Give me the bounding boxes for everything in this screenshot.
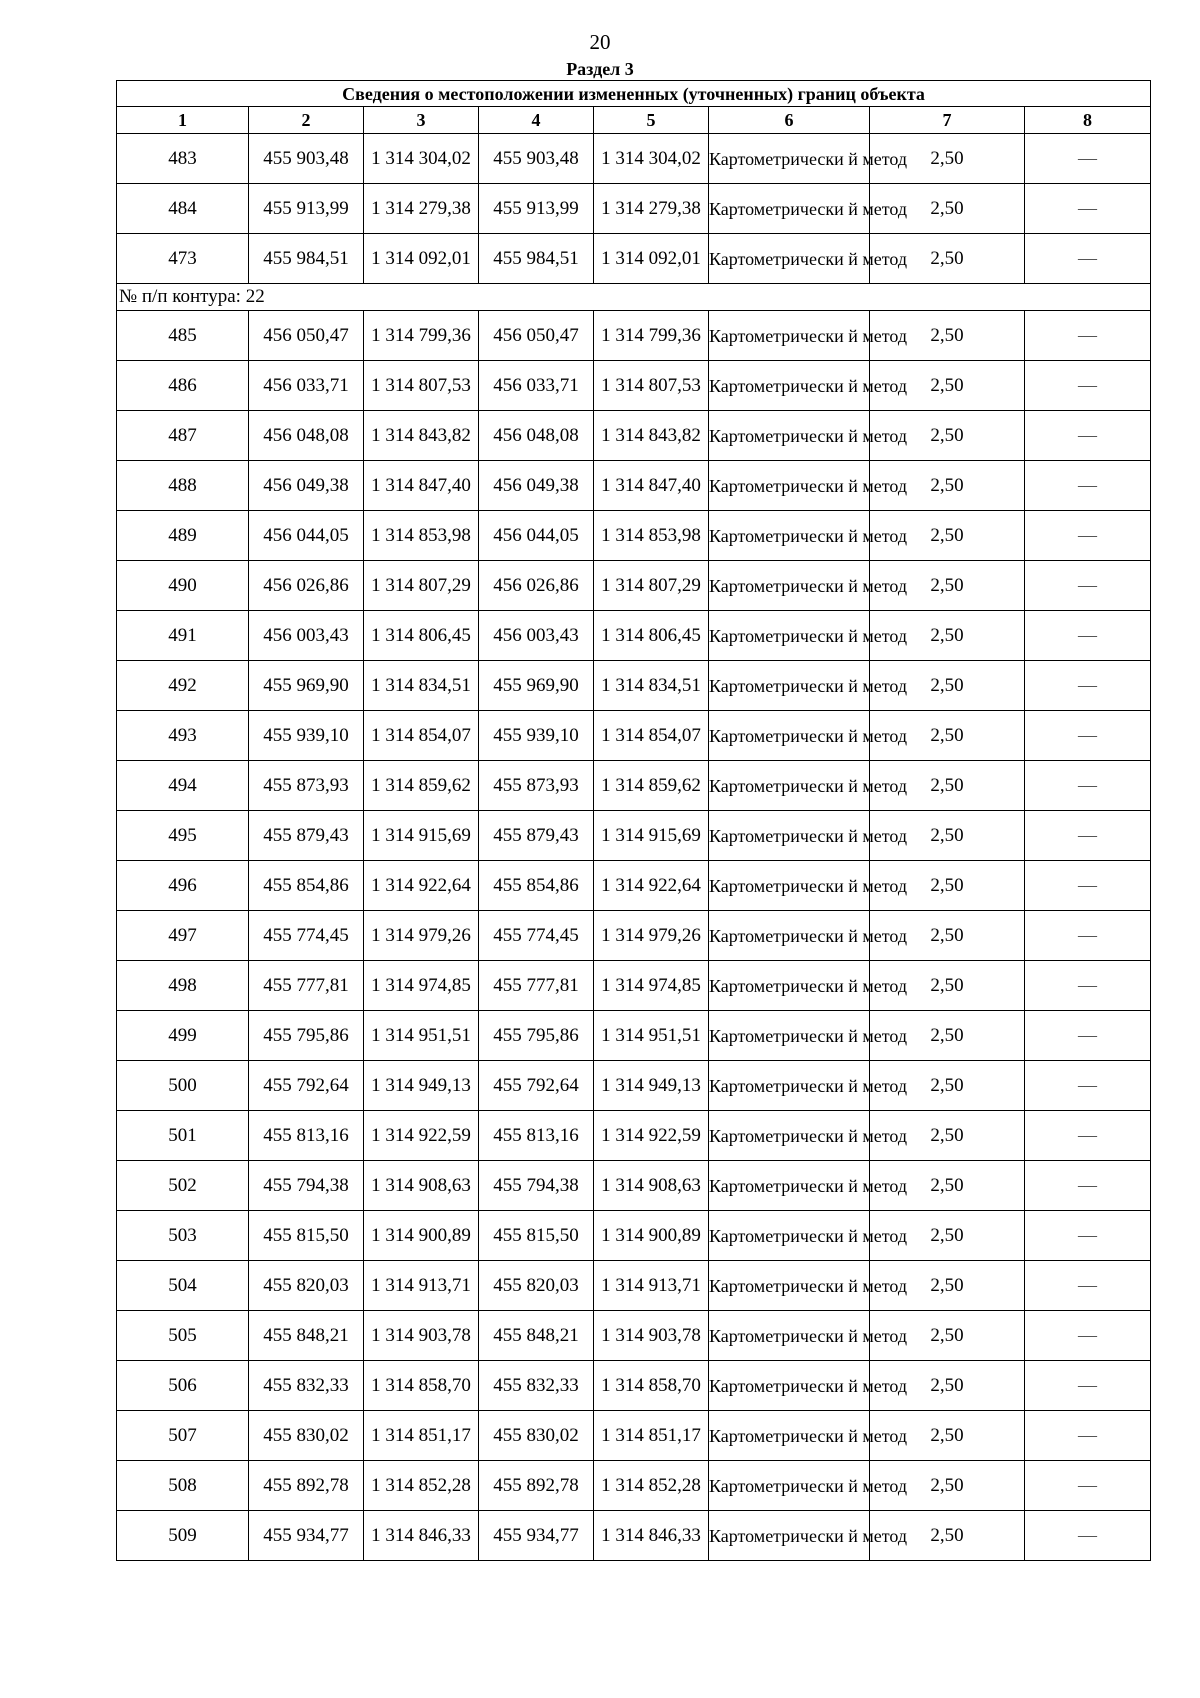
accuracy-cell: 2,50	[870, 234, 1025, 284]
x-old-cell: 456 044,05	[249, 511, 364, 561]
x-new-cell: 455 832,33	[479, 1361, 594, 1411]
description-cell: —	[1025, 411, 1151, 461]
x-old-cell: 455 777,81	[249, 961, 364, 1011]
y-new-cell: 1 314 922,59	[594, 1111, 709, 1161]
table-row	[117, 961, 1151, 1011]
accuracy-cell: 2,50	[870, 184, 1025, 234]
y-old-cell: 1 314 922,64	[364, 861, 479, 911]
x-new-cell: 455 795,86	[479, 1011, 594, 1061]
x-new-cell: 455 934,77	[479, 1511, 594, 1561]
description-cell: —	[1025, 1061, 1151, 1111]
y-new-cell: 1 314 834,51	[594, 661, 709, 711]
x-old-cell: 456 033,71	[249, 361, 364, 411]
x-old-cell: 455 832,33	[249, 1361, 364, 1411]
y-old-cell: 1 314 279,38	[364, 184, 479, 234]
method-cell: Картометрически й метод	[709, 611, 870, 661]
x-old-cell: 456 003,43	[249, 611, 364, 661]
y-new-cell: 1 314 843,82	[594, 411, 709, 461]
y-new-cell: 1 314 807,53	[594, 361, 709, 411]
accuracy-cell: 2,50	[870, 1011, 1025, 1061]
point-number-cell: 483	[117, 134, 249, 184]
y-old-cell: 1 314 847,40	[364, 461, 479, 511]
y-new-cell: 1 314 279,38	[594, 184, 709, 234]
method-cell: Картометрически й метод	[709, 561, 870, 611]
x-new-cell: 455 969,90	[479, 661, 594, 711]
point-number-cell: 489	[117, 511, 249, 561]
x-old-cell: 455 794,38	[249, 1161, 364, 1211]
method-cell: Картометрически й метод	[709, 961, 870, 1011]
method-cell: Картометрически й метод	[709, 1361, 870, 1411]
point-number-cell: 508	[117, 1461, 249, 1511]
table-body	[117, 134, 1151, 1561]
x-new-cell: 455 815,50	[479, 1211, 594, 1261]
x-old-cell: 455 934,77	[249, 1511, 364, 1561]
table-row	[117, 184, 1151, 234]
method-cell: Картометрически й метод	[709, 1411, 870, 1461]
method-cell: Картометрически й метод	[709, 1211, 870, 1261]
table-row	[117, 1211, 1151, 1261]
method-cell: Картометрически й метод	[709, 311, 870, 361]
table-row	[117, 234, 1151, 284]
column-number: 4	[479, 107, 594, 134]
description-cell: —	[1025, 1161, 1151, 1211]
method-cell: Картометрически й метод	[709, 1161, 870, 1211]
method-cell: Картометрически й метод	[709, 184, 870, 234]
method-cell: Картометрически й метод	[709, 811, 870, 861]
x-new-cell: 455 939,10	[479, 711, 594, 761]
table-row	[117, 361, 1151, 411]
point-number-cell: 506	[117, 1361, 249, 1411]
description-cell: —	[1025, 1211, 1151, 1261]
x-old-cell: 455 813,16	[249, 1111, 364, 1161]
description-cell: —	[1025, 611, 1151, 661]
y-new-cell: 1 314 908,63	[594, 1161, 709, 1211]
y-old-cell: 1 314 979,26	[364, 911, 479, 961]
description-cell: —	[1025, 1411, 1151, 1461]
column-number: 6	[709, 107, 870, 134]
accuracy-cell: 2,50	[870, 1111, 1025, 1161]
description-cell: —	[1025, 511, 1151, 561]
table-row	[117, 1361, 1151, 1411]
description-cell: —	[1025, 911, 1151, 961]
y-old-cell: 1 314 843,82	[364, 411, 479, 461]
y-old-cell: 1 314 092,01	[364, 234, 479, 284]
y-old-cell: 1 314 851,17	[364, 1411, 479, 1461]
accuracy-cell: 2,50	[870, 1311, 1025, 1361]
accuracy-cell: 2,50	[870, 561, 1025, 611]
y-new-cell: 1 314 806,45	[594, 611, 709, 661]
x-new-cell: 455 777,81	[479, 961, 594, 1011]
table-row	[117, 1061, 1151, 1111]
accuracy-cell: 2,50	[870, 1361, 1025, 1411]
description-cell: —	[1025, 561, 1151, 611]
x-old-cell: 455 848,21	[249, 1311, 364, 1361]
x-new-cell: 455 820,03	[479, 1261, 594, 1311]
description-cell: —	[1025, 1511, 1151, 1561]
column-number: 5	[594, 107, 709, 134]
table-row	[117, 1011, 1151, 1061]
point-number-cell: 509	[117, 1511, 249, 1561]
description-cell: —	[1025, 134, 1151, 184]
x-new-cell: 456 026,86	[479, 561, 594, 611]
x-old-cell: 455 892,78	[249, 1461, 364, 1511]
accuracy-cell: 2,50	[870, 861, 1025, 911]
method-cell: Картометрически й метод	[709, 1111, 870, 1161]
description-cell: —	[1025, 961, 1151, 1011]
y-old-cell: 1 314 913,71	[364, 1261, 479, 1311]
point-number-cell: 486	[117, 361, 249, 411]
point-number-cell: 504	[117, 1261, 249, 1311]
accuracy-cell: 2,50	[870, 611, 1025, 661]
accuracy-cell: 2,50	[870, 761, 1025, 811]
table-row	[117, 411, 1151, 461]
x-new-cell: 456 003,43	[479, 611, 594, 661]
method-cell: Картометрически й метод	[709, 1261, 870, 1311]
accuracy-cell: 2,50	[870, 1061, 1025, 1111]
y-new-cell: 1 314 900,89	[594, 1211, 709, 1261]
accuracy-cell: 2,50	[870, 1161, 1025, 1211]
x-new-cell: 455 848,21	[479, 1311, 594, 1361]
x-new-cell: 456 044,05	[479, 511, 594, 561]
table-row	[117, 1261, 1151, 1311]
description-cell: —	[1025, 1461, 1151, 1511]
accuracy-cell: 2,50	[870, 461, 1025, 511]
y-old-cell: 1 314 974,85	[364, 961, 479, 1011]
x-new-cell: 455 913,99	[479, 184, 594, 234]
y-old-cell: 1 314 903,78	[364, 1311, 479, 1361]
method-cell: Картометрически й метод	[709, 134, 870, 184]
table-row	[117, 1511, 1151, 1561]
column-number: 2	[249, 107, 364, 134]
accuracy-cell: 2,50	[870, 311, 1025, 361]
y-new-cell: 1 314 847,40	[594, 461, 709, 511]
x-new-cell: 456 049,38	[479, 461, 594, 511]
accuracy-cell: 2,50	[870, 1211, 1025, 1261]
accuracy-cell: 2,50	[870, 1411, 1025, 1461]
y-old-cell: 1 314 852,28	[364, 1461, 479, 1511]
x-new-cell: 456 050,47	[479, 311, 594, 361]
x-new-cell: 455 984,51	[479, 234, 594, 284]
point-number-cell: 507	[117, 1411, 249, 1461]
table-row	[117, 761, 1151, 811]
y-old-cell: 1 314 949,13	[364, 1061, 479, 1111]
accuracy-cell: 2,50	[870, 711, 1025, 761]
description-cell: —	[1025, 1111, 1151, 1161]
accuracy-cell: 2,50	[870, 411, 1025, 461]
point-number-cell: 496	[117, 861, 249, 911]
y-old-cell: 1 314 807,29	[364, 561, 479, 611]
accuracy-cell: 2,50	[870, 961, 1025, 1011]
method-cell: Картометрически й метод	[709, 661, 870, 711]
accuracy-cell: 2,50	[870, 811, 1025, 861]
method-cell: Картометрически й метод	[709, 234, 870, 284]
table-row	[117, 1461, 1151, 1511]
y-new-cell: 1 314 807,29	[594, 561, 709, 611]
accuracy-cell: 2,50	[870, 911, 1025, 961]
accuracy-cell: 2,50	[870, 1461, 1025, 1511]
table-row	[117, 461, 1151, 511]
y-old-cell: 1 314 304,02	[364, 134, 479, 184]
description-cell: —	[1025, 711, 1151, 761]
description-cell: —	[1025, 661, 1151, 711]
accuracy-cell: 2,50	[870, 134, 1025, 184]
x-old-cell: 455 984,51	[249, 234, 364, 284]
description-cell: —	[1025, 1261, 1151, 1311]
method-cell: Картометрически й метод	[709, 461, 870, 511]
x-old-cell: 455 774,45	[249, 911, 364, 961]
y-new-cell: 1 314 846,33	[594, 1511, 709, 1561]
table-row	[117, 811, 1151, 861]
description-cell: —	[1025, 861, 1151, 911]
method-cell: Картометрически й метод	[709, 1511, 870, 1561]
description-cell: —	[1025, 761, 1151, 811]
x-new-cell: 455 903,48	[479, 134, 594, 184]
description-cell: —	[1025, 461, 1151, 511]
y-new-cell: 1 314 799,36	[594, 311, 709, 361]
x-new-cell: 455 813,16	[479, 1111, 594, 1161]
description-cell: —	[1025, 811, 1151, 861]
x-new-cell: 455 879,43	[479, 811, 594, 861]
y-new-cell: 1 314 853,98	[594, 511, 709, 561]
x-old-cell: 455 830,02	[249, 1411, 364, 1461]
table-row	[117, 911, 1151, 961]
y-new-cell: 1 314 979,26	[594, 911, 709, 961]
description-cell: —	[1025, 1311, 1151, 1361]
table-caption: Сведения о местоположении измененных (уточненных) границ объекта	[117, 81, 1151, 107]
x-new-cell: 456 048,08	[479, 411, 594, 461]
column-number: 8	[1025, 107, 1151, 134]
point-number-cell: 487	[117, 411, 249, 461]
accuracy-cell: 2,50	[870, 661, 1025, 711]
column-number: 1	[117, 107, 249, 134]
method-cell: Картометрически й метод	[709, 861, 870, 911]
point-number-cell: 485	[117, 311, 249, 361]
table-row	[117, 1161, 1151, 1211]
table-row	[117, 1311, 1151, 1361]
y-old-cell: 1 314 799,36	[364, 311, 479, 361]
x-old-cell: 455 873,93	[249, 761, 364, 811]
x-old-cell: 455 795,86	[249, 1011, 364, 1061]
point-number-cell: 503	[117, 1211, 249, 1261]
y-old-cell: 1 314 915,69	[364, 811, 479, 861]
x-old-cell: 456 049,38	[249, 461, 364, 511]
page-number: 20	[589, 30, 611, 54]
y-old-cell: 1 314 858,70	[364, 1361, 479, 1411]
x-old-cell: 455 820,03	[249, 1261, 364, 1311]
method-cell: Картометрически й метод	[709, 911, 870, 961]
x-new-cell: 455 892,78	[479, 1461, 594, 1511]
y-new-cell: 1 314 859,62	[594, 761, 709, 811]
method-cell: Картометрически й метод	[709, 1061, 870, 1111]
y-new-cell: 1 314 092,01	[594, 234, 709, 284]
description-cell: —	[1025, 361, 1151, 411]
contour-row	[117, 284, 1151, 311]
x-old-cell: 455 969,90	[249, 661, 364, 711]
column-number-row	[117, 107, 1151, 134]
point-number-cell: 493	[117, 711, 249, 761]
y-new-cell: 1 314 913,71	[594, 1261, 709, 1311]
y-new-cell: 1 314 974,85	[594, 961, 709, 1011]
description-cell: —	[1025, 1011, 1151, 1061]
y-new-cell: 1 314 851,17	[594, 1411, 709, 1461]
y-old-cell: 1 314 908,63	[364, 1161, 479, 1211]
point-number-cell: 500	[117, 1061, 249, 1111]
method-cell: Картометрически й метод	[709, 711, 870, 761]
column-number: 3	[364, 107, 479, 134]
y-old-cell: 1 314 854,07	[364, 711, 479, 761]
point-number-cell: 492	[117, 661, 249, 711]
method-cell: Картометрически й метод	[709, 361, 870, 411]
y-new-cell: 1 314 915,69	[594, 811, 709, 861]
x-new-cell: 455 830,02	[479, 1411, 594, 1461]
y-old-cell: 1 314 859,62	[364, 761, 479, 811]
point-number-cell: 505	[117, 1311, 249, 1361]
y-new-cell: 1 314 854,07	[594, 711, 709, 761]
table-row	[117, 711, 1151, 761]
y-old-cell: 1 314 853,98	[364, 511, 479, 561]
x-new-cell: 455 794,38	[479, 1161, 594, 1211]
point-number-cell: 501	[117, 1111, 249, 1161]
accuracy-cell: 2,50	[870, 361, 1025, 411]
point-number-cell: 495	[117, 811, 249, 861]
point-number-cell: 499	[117, 1011, 249, 1061]
x-new-cell: 455 774,45	[479, 911, 594, 961]
point-number-cell: 484	[117, 184, 249, 234]
x-old-cell: 455 854,86	[249, 861, 364, 911]
table-row	[117, 611, 1151, 661]
method-cell: Картометрически й метод	[709, 511, 870, 561]
method-cell: Картометрически й метод	[709, 1311, 870, 1361]
method-cell: Картометрически й метод	[709, 1461, 870, 1511]
y-old-cell: 1 314 806,45	[364, 611, 479, 661]
x-old-cell: 456 048,08	[249, 411, 364, 461]
x-new-cell: 455 792,64	[479, 1061, 594, 1111]
point-number-cell: 497	[117, 911, 249, 961]
y-new-cell: 1 314 951,51	[594, 1011, 709, 1061]
x-old-cell: 455 879,43	[249, 811, 364, 861]
accuracy-cell: 2,50	[870, 511, 1025, 561]
x-old-cell: 455 939,10	[249, 711, 364, 761]
method-cell: Картометрически й метод	[709, 1011, 870, 1061]
y-old-cell: 1 314 900,89	[364, 1211, 479, 1261]
y-old-cell: 1 314 846,33	[364, 1511, 479, 1561]
table-row	[117, 861, 1151, 911]
table-row	[117, 511, 1151, 561]
point-number-cell: 498	[117, 961, 249, 1011]
point-number-cell: 502	[117, 1161, 249, 1211]
x-old-cell: 456 050,47	[249, 311, 364, 361]
point-number-cell: 491	[117, 611, 249, 661]
table-row	[117, 1411, 1151, 1461]
table-row	[117, 311, 1151, 361]
x-old-cell: 456 026,86	[249, 561, 364, 611]
y-old-cell: 1 314 951,51	[364, 1011, 479, 1061]
contour-label: № п/п контура: 22	[117, 284, 1151, 311]
table-row	[117, 661, 1151, 711]
x-old-cell: 455 913,99	[249, 184, 364, 234]
table-row	[117, 561, 1151, 611]
table-row	[117, 134, 1151, 184]
point-number-cell: 494	[117, 761, 249, 811]
method-cell: Картометрически й метод	[709, 411, 870, 461]
y-new-cell: 1 314 903,78	[594, 1311, 709, 1361]
method-cell: Картометрически й метод	[709, 761, 870, 811]
description-cell: —	[1025, 1361, 1151, 1411]
y-new-cell: 1 314 304,02	[594, 134, 709, 184]
accuracy-cell: 2,50	[870, 1261, 1025, 1311]
y-new-cell: 1 314 858,70	[594, 1361, 709, 1411]
y-new-cell: 1 314 852,28	[594, 1461, 709, 1511]
point-number-cell: 488	[117, 461, 249, 511]
x-new-cell: 455 873,93	[479, 761, 594, 811]
y-new-cell: 1 314 949,13	[594, 1061, 709, 1111]
section-title: Раздел 3	[566, 59, 634, 79]
y-new-cell: 1 314 922,64	[594, 861, 709, 911]
point-number-cell: 473	[117, 234, 249, 284]
y-old-cell: 1 314 807,53	[364, 361, 479, 411]
y-old-cell: 1 314 922,59	[364, 1111, 479, 1161]
x-new-cell: 455 854,86	[479, 861, 594, 911]
x-new-cell: 456 033,71	[479, 361, 594, 411]
column-number: 7	[870, 107, 1025, 134]
point-number-cell: 490	[117, 561, 249, 611]
description-cell: —	[1025, 184, 1151, 234]
description-cell: —	[1025, 234, 1151, 284]
accuracy-cell: 2,50	[870, 1511, 1025, 1561]
boundary-coordinates-table	[116, 80, 1151, 1561]
table-row	[117, 1111, 1151, 1161]
x-old-cell: 455 903,48	[249, 134, 364, 184]
description-cell: —	[1025, 311, 1151, 361]
y-old-cell: 1 314 834,51	[364, 661, 479, 711]
x-old-cell: 455 792,64	[249, 1061, 364, 1111]
x-old-cell: 455 815,50	[249, 1211, 364, 1261]
